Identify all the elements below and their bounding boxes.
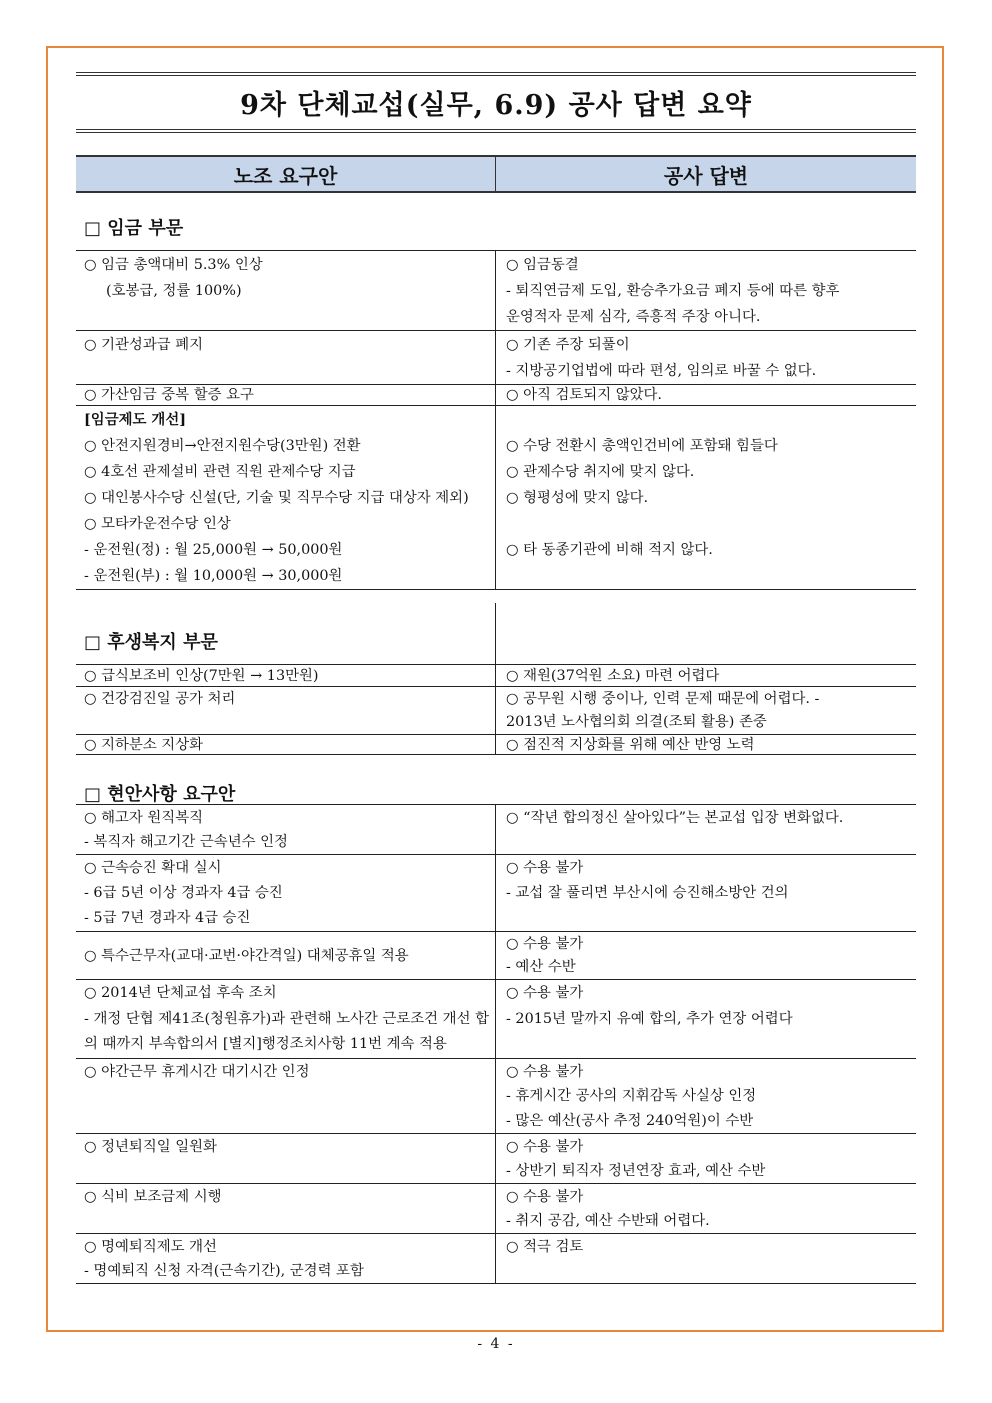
table-row xyxy=(76,1059,916,1135)
table-row xyxy=(76,855,916,932)
answer-line: ○ 타 동종기관에 비해 적지 않다. xyxy=(506,542,713,558)
demand-line: ○ 명예퇴직제도 개선 xyxy=(84,1239,217,1255)
answer-cell xyxy=(496,406,916,589)
table-row xyxy=(76,331,916,385)
answer-line: ○ 적극 검토 xyxy=(506,1239,584,1255)
demand-line: ○ 건강검진일 공가 처리 xyxy=(84,691,236,707)
table-row xyxy=(76,1234,916,1284)
answer-cell xyxy=(496,932,916,979)
answer-cell xyxy=(496,1134,916,1183)
answer-line: ○ 기존 주장 되풀이 xyxy=(506,337,630,353)
section-heading-issues: □ 현안사항 요구안 xyxy=(84,784,236,805)
demand-cell xyxy=(76,665,496,686)
demand-line: - 개정 단협 제41조(청원휴가)과 관련해 노사간 근로조건 개선 합의 때까지 부속합의서 [별지]행정조치사항 11번 계속 적용 xyxy=(84,1010,489,1052)
spacer xyxy=(506,511,910,537)
answer-cell xyxy=(496,805,916,854)
demand-cell xyxy=(76,406,496,589)
demand-line: ○ 가산임금 중복 할증 요구 xyxy=(84,387,254,403)
answer-line: ○ 관제수당 취지에 맞지 않다. xyxy=(506,464,695,480)
demand-line: ○ 정년퇴직일 일원화 xyxy=(84,1139,217,1155)
demand-cell xyxy=(76,1184,496,1233)
table-row xyxy=(76,1184,916,1234)
answer-line: - 많은 예산(공사 추정 240억원)이 수반 xyxy=(506,1112,754,1129)
issues-table xyxy=(76,804,916,1284)
demand-cell xyxy=(76,980,496,1058)
demand-cell xyxy=(76,1059,496,1134)
answer-cell xyxy=(496,665,916,686)
answer-line: ○ 수용 불가 xyxy=(506,985,584,1001)
demand-line: - 6급 5년 이상 경과자 4급 승진 xyxy=(84,885,283,901)
table-row xyxy=(76,932,916,980)
page-number: - 4 - xyxy=(477,1336,515,1352)
answer-line: ○ “작년 합의정신 살아있다”는 본교섭 입장 변화없다. xyxy=(506,810,844,826)
header-company-answers: 공사 답변 xyxy=(663,163,749,188)
answer-line: ○ 수용 불가 xyxy=(506,1063,584,1080)
answer-line: ○ 재원(37억원 소요) 마련 어렵다 xyxy=(506,668,720,684)
answer-cell xyxy=(496,1184,916,1233)
demand-line: ○ 모타카운전수당 인상 xyxy=(84,516,231,532)
answer-cell xyxy=(496,855,916,931)
answer-line: - 교섭 잘 풀리면 부산시에 승진해소방안 건의 xyxy=(506,885,789,901)
section-heading-welfare: □ 후생복지 부문 xyxy=(84,632,218,653)
demand-line: - 명예퇴직 신청 자격(근속기간), 군경력 포함 xyxy=(84,1263,364,1279)
page-title: 9차 단체교섭(실무, 6.9) 공사 답변 요약 xyxy=(240,90,752,121)
demand-line: ○ 기관성과급 폐지 xyxy=(84,337,204,353)
answer-line: 운영적자 문제 심각, 즉흥적 주장 아니다. xyxy=(506,309,761,325)
answer-line: - 취지 공감, 예산 수반돼 어렵다. xyxy=(506,1213,710,1229)
demand-line: ○ 임금 총액대비 5.3% 인상 xyxy=(84,257,263,273)
answer-line: ○ 수용 불가 xyxy=(506,936,584,952)
answer-cell xyxy=(496,1234,916,1283)
answer-line: - 2015년 말까지 유예 합의, 추가 연장 어렵다 xyxy=(506,1010,793,1027)
answer-line: ○ 아직 검토되지 않았다. xyxy=(506,387,662,403)
table-row xyxy=(76,406,916,590)
demand-line: ○ 급식보조비 인상(7만원 → 13만원) xyxy=(84,668,319,684)
answer-cell xyxy=(496,687,916,734)
demand-cell xyxy=(76,805,496,854)
answer-line: ○ 수당 전환시 총액인건비에 포함돼 힘들다 xyxy=(506,438,778,454)
table-row xyxy=(76,385,916,406)
table-row xyxy=(76,250,916,331)
answer-cell xyxy=(496,980,916,1058)
demand-line: ○ 야간근무 휴게시간 대기시간 인정 xyxy=(84,1063,310,1080)
demand-line: ○ 2014년 단체교섭 후속 조치 xyxy=(84,985,277,1001)
demand-line: ○ 근속승진 확대 실시 xyxy=(84,860,222,876)
answer-line: ○ 점진적 지상화를 위해 예산 반영 노력 xyxy=(506,737,755,753)
demand-line: ○ 식비 보조금제 시행 xyxy=(84,1189,222,1205)
demand-line: ○ 해고자 원직복직 xyxy=(84,810,204,826)
demand-line: ○ 안전지원경비→안전지원수당(3만원) 전환 xyxy=(84,438,361,454)
demand-line: ○ 특수근무자(교대·교번·야간격일) 대체공휴일 적용 xyxy=(84,948,409,964)
answer-line: ○ 공무원 시행 중이나, 인력 문제 때문에 어렵다. - xyxy=(506,691,820,707)
table-row xyxy=(76,735,916,755)
wage-table xyxy=(76,250,916,590)
demand-line: - 운전원(정) : 월 25,000원 → 50,000원 xyxy=(84,542,343,558)
answer-line: ○ 수용 불가 xyxy=(506,1139,584,1155)
demand-cell xyxy=(76,385,496,405)
demand-line: ○ 4호선 관제설비 관련 직원 관제수당 지급 xyxy=(84,464,356,480)
answer-line: ○ 형평성에 맞지 않다. xyxy=(506,490,649,506)
demand-cell xyxy=(76,1134,496,1183)
demand-line: (호봉급, 정률 100%) xyxy=(106,283,242,299)
spacer xyxy=(506,407,910,433)
demand-cell xyxy=(76,735,496,754)
demand-line: - 운전원(부) : 월 10,000원 → 30,000원 xyxy=(84,568,343,584)
answer-line: ○ 수용 불가 xyxy=(506,1189,584,1205)
answer-line: - 퇴직연금제 도입, 환승추가요금 폐지 등에 따른 향후 xyxy=(506,283,840,299)
answer-cell xyxy=(496,251,916,330)
demand-cell xyxy=(76,1234,496,1283)
answer-line: - 예산 수반 xyxy=(506,959,576,975)
answer-cell xyxy=(496,1059,916,1134)
table-row xyxy=(76,1134,916,1184)
section-heading-wage: □ 임금 부문 xyxy=(84,218,184,239)
demand-cell xyxy=(76,855,496,931)
table-row xyxy=(76,664,916,687)
table-row xyxy=(76,804,916,855)
demand-cell xyxy=(76,687,496,734)
welfare-table xyxy=(76,664,916,755)
demand-cell xyxy=(76,932,496,979)
answer-line: ○ 수용 불가 xyxy=(506,860,584,876)
demand-cell xyxy=(76,251,496,330)
table-row xyxy=(76,687,916,735)
answer-line: - 휴게시간 공사의 지휘감독 사실상 인정 xyxy=(506,1088,757,1104)
answer-line: 2013년 노사협의회 의결(조퇴 활용) 존중 xyxy=(506,714,767,730)
header-union-demands: 노조 요구안 xyxy=(76,157,496,191)
demand-line: ○ 지하분소 지상화 xyxy=(84,737,204,753)
demand-subheading: [임금제도 개선] xyxy=(84,411,187,428)
table-row xyxy=(76,980,916,1059)
answer-cell xyxy=(496,735,916,754)
table-header xyxy=(76,155,916,193)
answer-cell xyxy=(496,331,916,384)
answer-line: - 지방공기업법에 따라 편성, 임의로 바꿀 수 없다. xyxy=(506,363,817,379)
demand-line: ○ 대인봉사수당 신설(단, 기술 및 직무수당 지급 대상자 제외) xyxy=(84,490,469,506)
answer-cell xyxy=(496,385,916,405)
answer-line: - 상반기 퇴직자 정년연장 효과, 예산 수반 xyxy=(506,1163,766,1179)
demand-cell xyxy=(76,331,496,384)
title-block xyxy=(76,72,916,133)
answer-line: ○ 임금동결 xyxy=(506,257,579,273)
demand-line: - 복직자 해고기간 근속년수 인정 xyxy=(84,834,288,850)
demand-line: - 5급 7년 경과자 4급 승진 xyxy=(84,910,251,926)
